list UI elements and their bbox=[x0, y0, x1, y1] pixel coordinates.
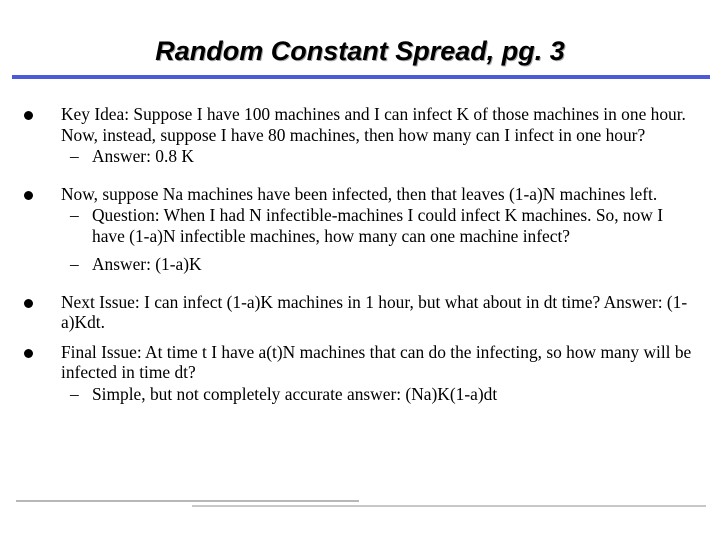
sub-bullet-question bbox=[0, 205, 720, 246]
slide-title: Random Constant Spread, pg. 3 bbox=[155, 36, 565, 66]
sub-bullet-simple-answer bbox=[0, 384, 720, 405]
title-underline bbox=[12, 75, 710, 79]
bullet-next-issue bbox=[0, 292, 720, 333]
bullet-dot-icon bbox=[24, 299, 33, 308]
bullet-text: Key Idea: Suppose I have 100 machines and I can infect K of those machines in one hour. Now, instead, suppose I have 80 machines, then how many can I infect in one hour? bbox=[61, 104, 686, 145]
bullet-text: Final Issue: At time t I have a(t)N machines that can do the infecting, so how many will be infected in time dt? bbox=[61, 341, 692, 382]
bullet-key-idea bbox=[0, 104, 720, 145]
sub-bullet-text: Answer: 0.8 K bbox=[92, 146, 194, 166]
footer-divider bbox=[192, 505, 706, 507]
bullet-final-issue bbox=[0, 342, 720, 383]
bullet-dot-icon bbox=[24, 349, 33, 358]
sub-bullet-text: Answer: (1-a)K bbox=[92, 254, 202, 274]
sub-bullet-answer-2 bbox=[0, 254, 720, 275]
bullet-dot-icon bbox=[24, 111, 33, 120]
sub-bullet-answer-1 bbox=[0, 146, 720, 167]
bullet-dot-icon bbox=[24, 191, 33, 200]
dash-marker: – bbox=[70, 146, 79, 166]
sub-bullet-text: Question: When I had N infectible-machines I could infect K machines. So, now I have (1-a)N infectible machines, how many can one machine infect? bbox=[92, 205, 663, 246]
slide-body bbox=[0, 104, 720, 404]
bullet-text: Now, suppose Na machines have been infected, then that leaves (1-a)N machines left. bbox=[61, 183, 658, 204]
footer-divider bbox=[16, 500, 359, 502]
dash-marker: – bbox=[70, 254, 79, 274]
bullet-infected-machines bbox=[0, 184, 720, 205]
dash-marker: – bbox=[70, 205, 79, 225]
bullet-text: Next Issue: I can infect (1-a)K machines in 1 hour, but what about in dt time? Answer: (1-a)Kdt. bbox=[61, 291, 688, 332]
dash-marker: – bbox=[70, 383, 79, 404]
sub-bullet-text: Simple, but not completely accurate answer: (Na)K(1-a)dt bbox=[92, 383, 498, 404]
